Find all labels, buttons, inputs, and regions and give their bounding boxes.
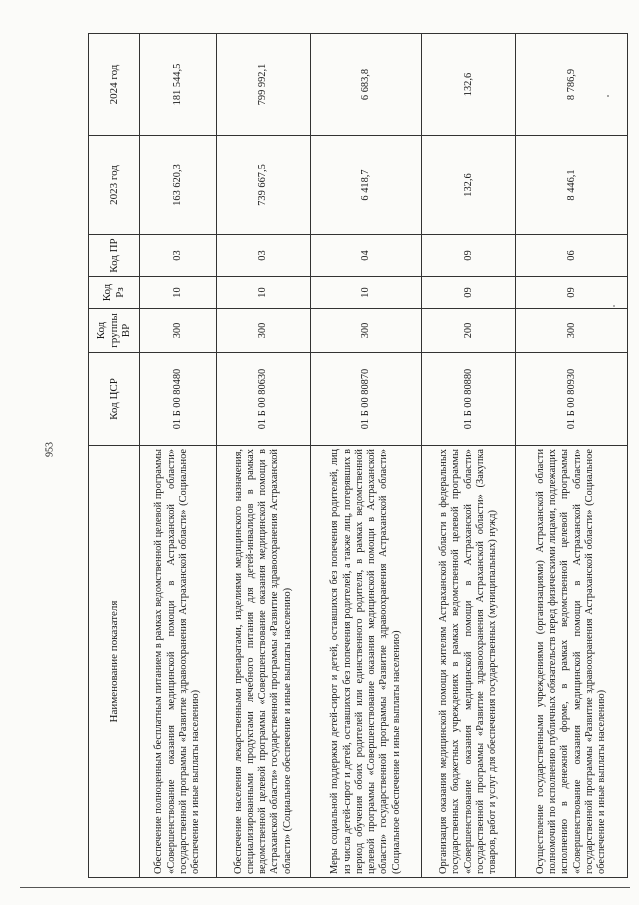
- budget-table: [88, 33, 628, 878]
- row-csr-code: 01 Б 00 80630: [216, 353, 310, 446]
- row-2024-value: 132,6: [422, 34, 516, 136]
- row-2023-value: 132,6: [422, 136, 516, 235]
- row-2024-value: 6 683,8: [310, 34, 422, 136]
- row-2024-value: 181 544,5: [140, 34, 217, 136]
- row-rz-code: 10: [140, 277, 217, 309]
- row-rz-code: 09: [516, 277, 628, 309]
- row-vr-code: 300: [310, 309, 422, 353]
- header-2023: 2023 год: [89, 136, 140, 235]
- header-vr-code: Код группы ВР: [89, 309, 140, 353]
- row-vr-code: 300: [216, 309, 310, 353]
- row-2023-value: 739 667,5: [216, 136, 310, 235]
- table-row: [422, 34, 516, 878]
- page-bottom-rule: [20, 887, 630, 888]
- header-2024: 2024 год: [89, 34, 140, 136]
- row-pr-code: 03: [140, 235, 217, 277]
- rotated-table-container: [88, 34, 628, 878]
- row-rz-code: 09: [422, 277, 516, 309]
- table-row: [310, 34, 422, 878]
- header-rz-code: Код Рз: [89, 277, 140, 309]
- page-number: 953: [44, 442, 56, 457]
- row-rz-code: 10: [310, 277, 422, 309]
- header-pr-code: Код ПР: [89, 235, 140, 277]
- table-row: [140, 34, 217, 878]
- budget-table-wrapper: [88, 34, 628, 878]
- row-csr-code: 01 Б 00 80870: [310, 353, 422, 446]
- row-vr-code: 300: [516, 309, 628, 353]
- row-pr-code: 03: [216, 235, 310, 277]
- header-name: Наименование показателя: [89, 446, 140, 878]
- row-2023-value: 6 418,7: [310, 136, 422, 235]
- row-2024-value: 8 786,9: [516, 34, 628, 136]
- row-2023-value: 163 620,3: [140, 136, 217, 235]
- table-row: [516, 34, 628, 878]
- row-csr-code: 01 Б 00 80880: [422, 353, 516, 446]
- row-csr-code: 01 Б 00 80480: [140, 353, 217, 446]
- row-vr-code: 200: [422, 309, 516, 353]
- row-pr-code: 06: [516, 235, 628, 277]
- table-row: [216, 34, 310, 878]
- row-name: Меры социальной поддержки детей-сирот и детей, оставшихся без попечения родителей, лиц из числа детей-сирот и детей, оставшихся без попечения родителей, а также лиц, потерявших в период обучения обоих родителей или единственного родителя, в рамках ведомственной целевой программы «Совершенствование оказания медицинской помощи в Астраханской области» государственной программы «Развитие здравоохранения Астраханской области» (Социальное обеспечение и иные выплаты населению): [310, 446, 422, 878]
- row-name: Обеспечение полноценным бесплатным питанием в рамках ведомственной целевой программы «Совершенствование оказания медицинской помощи в Астраханской области» государственной программы «Развитие здравоохранения Астраханской области» (Социальное обеспечение и иные выплаты населению): [140, 446, 217, 878]
- row-pr-code: 04: [310, 235, 422, 277]
- row-csr-code: 01 Б 00 80930: [516, 353, 628, 446]
- header-csr-code: Код ЦСР: [89, 353, 140, 446]
- row-pr-code: 09: [422, 235, 516, 277]
- row-name: Организация оказания медицинской помощи жителям Астраханской области в федеральных государственных бюджетных учреждениях в рамках ведомственной целевой программы «Совершенствование оказания медицинской помощи в Астраханской области» государственной программы «Развитие здравоохранения Астраханской области» (Закупка товаров, работ и услуг для обеспечения государственных (муниципальных) нужд): [422, 446, 516, 878]
- row-2023-value: 8 446,1: [516, 136, 628, 235]
- table-header-row: [89, 34, 140, 878]
- row-vr-code: 300: [140, 309, 217, 353]
- row-name: Осуществление государственными учреждениями (организациями) Астраханской области полномочий по исполнению публичных обязательств перед физическими лицами, подлежащих исполнению в денежной форме, в рамках ведомственной целевой программы «Совершенствование оказания медицинской помощи в Астраханской области» государственной программы «Развитие здравоохранения Астраханской области» (Социальное обеспечение и иные выплаты населению): [516, 446, 628, 878]
- row-name: Обеспечение населения лекарственными препаратами, изделиями медицинского назначения, специализированными продуктами лечебного питания для детей-инвалидов в рамках ведомственной целевой программы «Совершенствование оказания медицинской помощи в Астраханской области» государственной программы «Развитие здравоохранения Астраханской области» (Социальное обеспечение и иные выплаты населению): [216, 446, 310, 878]
- row-rz-code: 10: [216, 277, 310, 309]
- row-2024-value: 799 992,1: [216, 34, 310, 136]
